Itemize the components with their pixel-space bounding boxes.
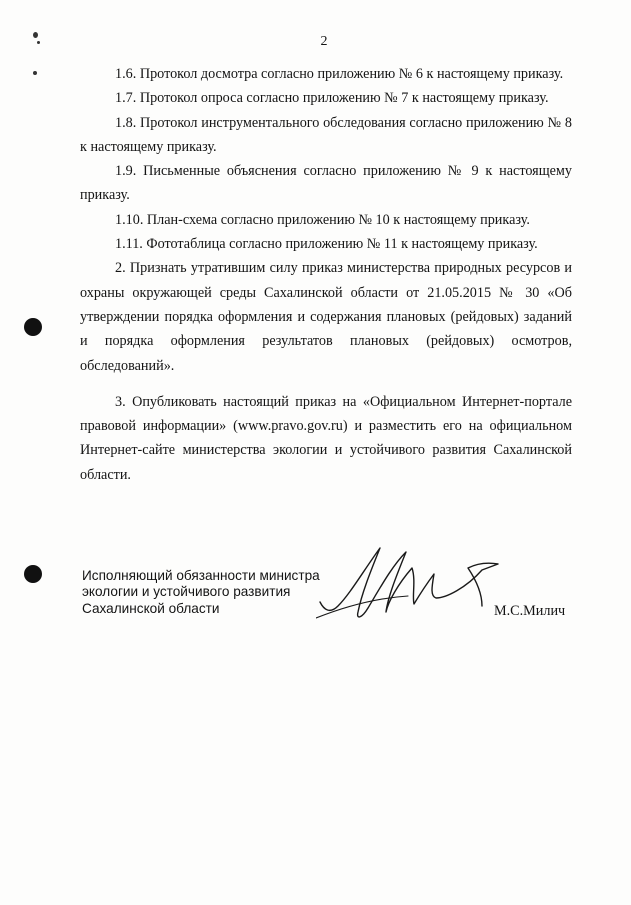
paragraph-1-6: 1.6. Протокол досмотра согласно приложению № 6 к настоящему приказу.	[115, 66, 564, 82]
paragraph-1-11: 1.11. Фототаблица согласно приложению № 11 к настоящему приказу.	[115, 236, 538, 253]
paragraph-1-8: 1.8. Протокол инструментального обследования согласно приложению № 8 к настоящему приказу.	[80, 114, 572, 155]
paragraph-2: 2. Признать утратившим силу приказ министерства природных ресурсов и охраны окружающей среды Сахалинской области от 21.05.2015 № 30 «Об утверждении порядка оформления и содержания плановых (рейдовых) заданий и порядка оформления результатов плановых (рейдовых) осмотров, обследований».	[80, 260, 572, 374]
binder-hole-top	[24, 318, 42, 336]
document-body	[80, 62, 572, 487]
paragraph-1-9: 1.9. Письменные объяснения согласно приложению № 9 к настоящему приказу.	[80, 163, 572, 204]
page-number: 2	[320, 34, 328, 49]
signatory-position-line: Исполняющий обязанности министра	[82, 568, 320, 583]
signatory-position-line: Сахалинской области	[82, 600, 220, 616]
paragraph-1-7: 1.7. Протокол опроса согласно приложению № 7 к настоящему приказу.	[115, 90, 549, 107]
signatory-name: М.С.Милич	[494, 603, 566, 619]
binder-hole-bottom	[24, 565, 42, 583]
paragraph-3: 3. Опубликовать настоящий приказ на «Официальном Интернет-портале правовой информации» (www.pravo.gov.ru) и разместить его на официальном Интернет-сайте министерства экологии и устойчивого развития Сахалинской области.	[80, 393, 572, 483]
signatory-position-line: экологии и устойчивого развития	[82, 584, 291, 600]
signatory-position	[82, 568, 320, 617]
paragraph-1-10: 1.10. План-схема согласно приложению № 10 к настоящему приказу.	[115, 211, 530, 228]
handwritten-signature	[316, 540, 506, 630]
scan-mark	[33, 71, 37, 75]
